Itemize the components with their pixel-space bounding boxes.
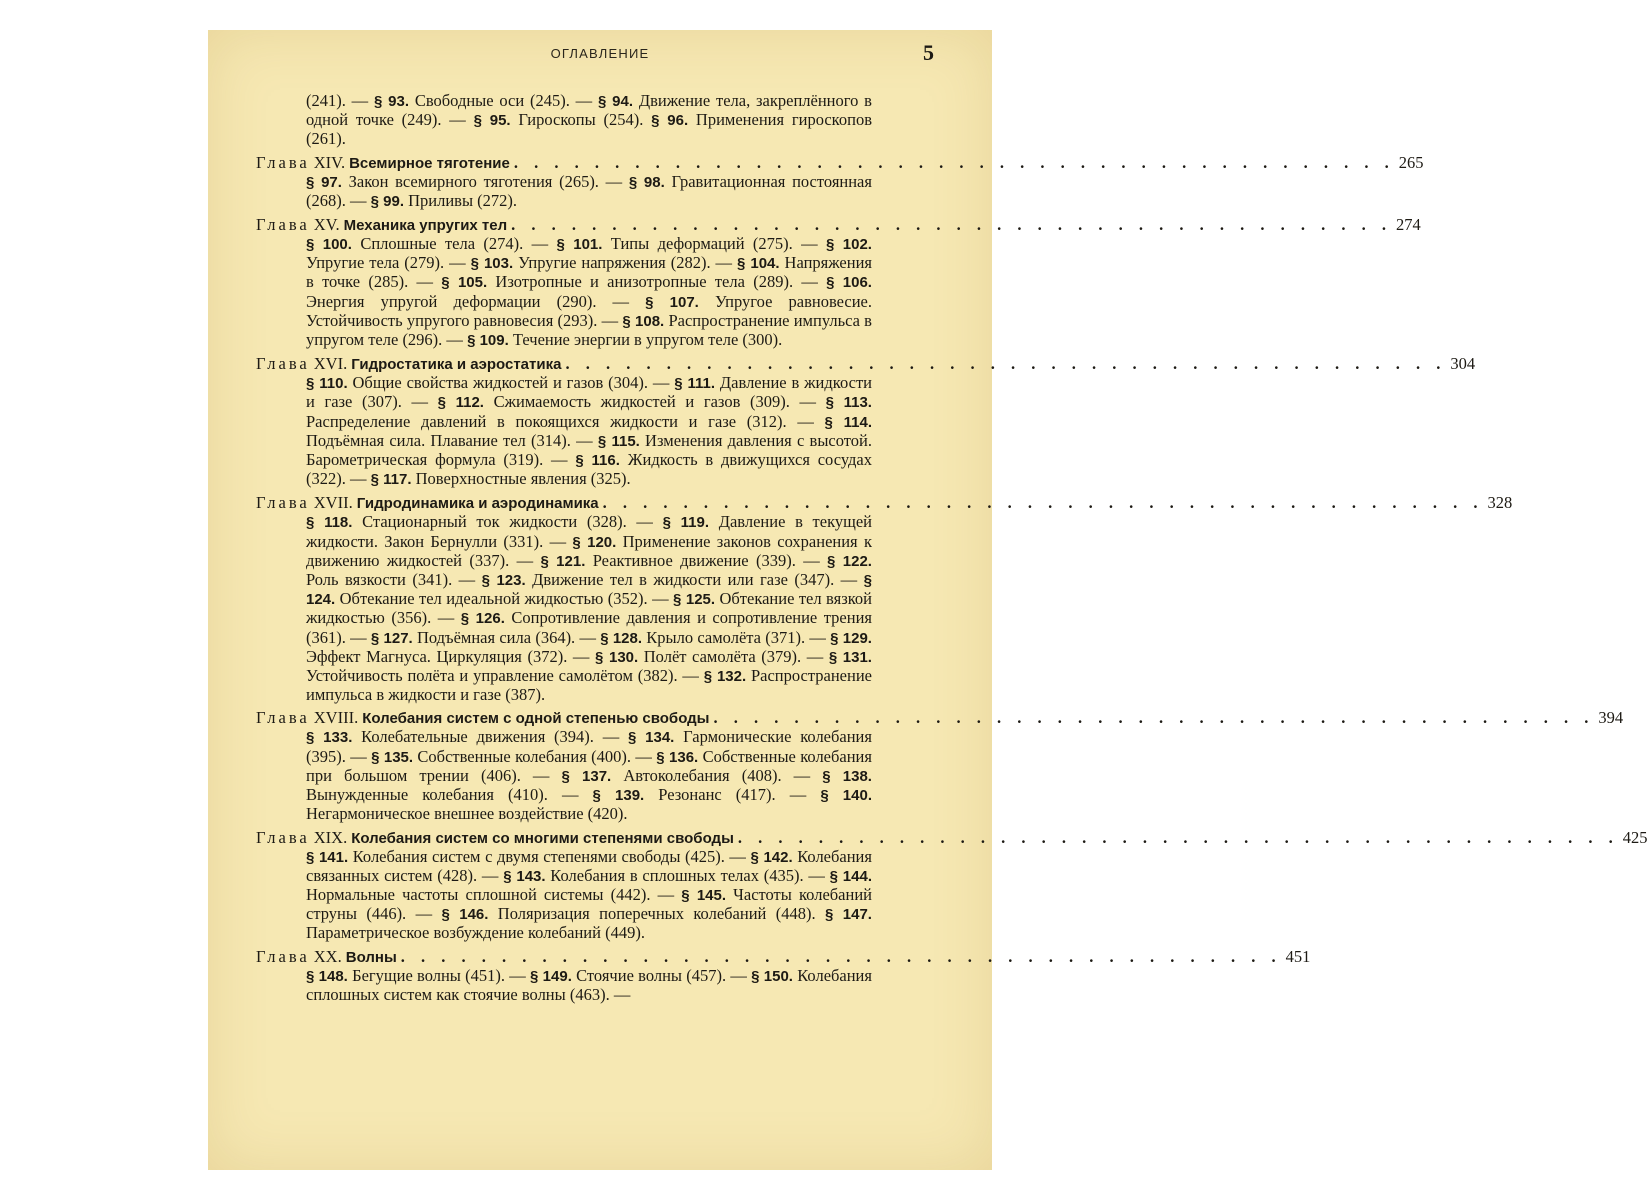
chapter-heading [256,152,1424,173]
chapter-page-number: 304 [1450,354,1476,374]
section-title: Гравитационная постоянная (268). — [306,171,872,210]
section-number: § 99. [370,192,404,210]
section-number: § 98. [628,173,665,191]
section-title: Автоколебания (408). — [611,765,823,785]
section-number: § 94. [597,93,634,110]
section-number: § 93. [373,93,410,110]
chapter-page-number: 328 [1487,493,1513,513]
section-title: Крыло самолёта (371). — [642,627,831,647]
section-title: Стационарный ток жидкости (328). — [352,512,663,532]
section-title: Изменения давления с высотой. Барометрическая формула (319). — [306,430,872,470]
section-number: § 111. [674,375,716,393]
section-title: (241). — [306,91,374,110]
section-number: § 117. [370,471,412,489]
section-title: Движение тела, закреплённого в одной точке (249). — [306,91,872,130]
chapter-number: XVII. [313,493,353,513]
book-page [208,30,1648,1170]
section-number: § 122. [827,552,872,570]
chapter-label: Глава [256,827,310,847]
leader-dots: . . . . . . . . . . . . . . . . . . . . . . . . . . . . . . . . . . . . . . . . . . . . [513,152,1395,172]
section-number: § 113. [825,394,872,412]
section-number: § 148. [306,967,348,985]
section-title: Движение тел в жидкости или газе (347). — [525,570,864,590]
section-number: § 107. [645,293,699,311]
chapter-heading [256,946,1311,967]
section-title: Негармоническое внешнее воздействие (420). [306,804,628,824]
table-of-contents [256,91,1648,1004]
section-title: Сплошные тела (274). — [351,234,557,254]
leader-dots: . . . . . . . . . . . . . . . . . . . . . . . . . . . . . . . . . . . . . . . . . . . . [400,946,1282,966]
section-number: § 145. [681,886,727,904]
chapter-sections [306,513,872,704]
section-title: Собственные колебания (400). — [413,746,657,766]
section-title: Сопротивление давления и сопротивление трения (361). — [306,608,873,647]
section-title: Поляризация поперечных колебаний (448). [488,904,825,924]
section-title: Применение законов сохранения к движению жидкостей (337). — [306,531,872,570]
section-title: Подъёмная сила. Плавание тел (314). — [306,430,598,450]
section-number: § 96. [651,112,689,130]
page-number: 5 [923,40,934,65]
chapter-entry [256,827,1648,943]
section-title: Бегущие волны (451). — [347,965,531,985]
section-number: § 150. [751,967,793,985]
chapter-number: XVI. [313,354,348,374]
section-title: Резонанс (417). — [644,785,821,805]
section-title: Распределение давлений в покоящихся жидкости и газе (312). — [306,411,825,431]
chapter-heading [256,827,1648,848]
section-number: § 124. [306,572,872,609]
section-title: Жидкость в движущихся сосудах (322). — [306,450,872,489]
section-number: § 126. [460,610,505,628]
chapter-number: XV. [313,215,340,235]
section-title: Частоты колебаний струны (446). — [306,884,872,924]
section-title: Параметрическое возбуждение колебаний (449). [306,923,645,943]
section-title: Упругое равновесие. Устойчивость упругого равновесия (293). — [306,291,872,330]
section-title: Эффект Магнуса. Циркуляция (372). — [306,646,595,666]
leader-dots: . . . . . . . . . . . . . . . . . . . . . . . . . . . . . . . . . . . . . . . . . . . . [511,215,1393,235]
section-title: Свободные оси (245). — [409,91,598,110]
chapter-label: Глава [256,215,310,235]
chapter-title: Механика упругих тел [343,217,508,235]
section-number: § 112. [437,394,484,412]
section-title: Колебания в сплошных телах (435). — [545,865,830,885]
section-number: § 116. [575,452,620,470]
section-title: Собственные колебания при большом трении (406). — [306,746,872,785]
chapter-entry [256,215,1421,350]
section-title: Гармонические колебания (395). — [306,727,872,766]
section-number: § 103. [470,255,514,273]
section-title: Упругие тела (279). — [306,253,471,273]
section-title: Общие свойства жидкостей и газов (304). — [347,373,675,393]
section-number: § 108. [622,312,665,330]
chapter-label: Глава [256,946,310,966]
section-title: Роль вязкости (341). — [306,570,482,590]
section-title: Колебания связанных систем (428). — [306,846,872,885]
section-number: § 136. [656,748,699,766]
section-number: § 147. [825,906,872,924]
leader-dots: . . . . . . . . . . . . . . . . . . . . . . . . . . . . . . . . . . . . . . . . . . . . [713,708,1595,728]
chapter-label: Глава [256,152,310,172]
section-title: Течение энергии в упругом теле (300). [508,330,783,350]
leader-dots: . . . . . . . . . . . . . . . . . . . . . . . . . . . . . . . . . . . . . . . . . . . . [565,354,1447,374]
section-number: § 102. [826,236,872,254]
chapter-title: Колебания систем со многими степенями свободы [351,829,734,847]
chapter-sections [306,848,872,943]
section-title: Давление в жидкости и газе (307). — [306,373,872,412]
section-number: § 114. [824,413,872,431]
section-title: Изотропные и анизотропные тела (289). — [487,272,827,292]
section-title: Напряжения в точке (285). — [306,253,872,292]
section-number: § 120. [572,533,617,551]
section-number: § 129. [830,629,872,647]
chapter-label: Глава [256,493,310,513]
section-number: § 143. [503,867,546,885]
section-title: Колебания сплошных систем как стоячие волны (463). — [306,965,872,1004]
chapter-sections [306,235,872,350]
chapter-title: Всемирное тяготение [349,154,510,172]
chapter-page-number: 394 [1598,708,1624,728]
leading-sections [306,92,872,149]
chapter-list [256,152,1648,1004]
leader-dots: . . . . . . . . . . . . . . . . . . . . . . . . . . . . . . . . . . . . . . . . . . . . [602,493,1484,513]
section-number: § 141. [306,848,349,866]
section-number: § 119. [662,514,710,532]
section-title: Распространение импульса в жидкости и газе (387). [306,666,872,705]
section-title: Упругие напряжения (282). — [513,253,738,273]
chapter-title: Гидродинамика и аэродинамика [356,495,599,513]
section-number: § 134. [627,729,675,747]
section-title: Стоячие волны (457). — [571,965,752,985]
section-number: § 140. [820,787,872,805]
section-title: Полёт самолёта (379). — [638,646,829,666]
section-number: § 104. [737,255,780,273]
section-number: § 130. [595,648,639,666]
section-number: § 106. [826,274,872,292]
section-title: Реактивное движение (339). — [585,550,828,570]
section-title: Приливы (272). [404,190,518,210]
section-title: Закон всемирного тяготения (265). — [341,171,629,191]
chapter-entry [256,152,1424,211]
section-title: Колебания систем с двумя степенями свободы (425). — [348,846,751,866]
section-number: § 115. [597,432,640,450]
chapter-number: XVIII. [313,708,359,728]
chapter-number: XIV. [313,152,346,172]
running-title: ОГЛАВЛЕНИЕ [550,46,650,61]
section-title: Обтекание тел идеальной жидкостью (352). — [335,589,674,609]
chapter-heading [256,493,1513,513]
section-number: § 97. [306,173,342,191]
section-number: § 149. [530,967,572,985]
section-title: Применения гироскопов (261). [306,110,872,149]
chapter-label: Глава [256,708,310,728]
section-title: Давление в текущей жидкости. Закон Бернулли (331). — [306,512,872,551]
section-number: § 133. [306,729,353,747]
chapter-entry [256,946,1311,1004]
section-number: § 125. [673,591,716,609]
section-title: Вынужденные колебания (410). — [306,785,593,805]
section-number: § 100. [306,236,352,254]
section-title: Гироскопы (254). [510,110,652,130]
section-number: § 105. [441,274,488,292]
section-number: § 146. [441,906,489,924]
section-number: § 109. [467,332,509,350]
chapter-entry [256,493,1513,705]
section-number: § 128. [600,629,643,647]
chapter-page-number: 274 [1396,215,1421,235]
section-number: § 137. [561,767,612,785]
section-title: Сжимаемость жидкостей и газов (309). — [483,392,826,412]
section-title: Устойчивость полёта и управление самолётом (382). — [306,666,704,686]
chapter-sections [306,374,872,489]
section-number: § 139. [592,787,645,805]
section-title: Нормальные частоты сплошной системы (442). — [306,884,682,904]
section-title: Поверхностные явления (325). [411,469,631,489]
chapter-page-number: 451 [1285,946,1311,966]
chapter-sections [306,967,872,1004]
section-title: Обтекание тел вязкой жидкостью (356). — [306,589,872,628]
chapter-heading [256,708,1624,728]
chapter-label: Глава [256,354,310,374]
chapter-title: Гидростатика и аэростатика [351,356,562,374]
section-number: § 95. [473,112,511,130]
section-number: § 132. [703,668,747,686]
section-number: § 131. [828,648,872,666]
section-number: § 118. [306,514,353,532]
section-number: § 110. [306,375,348,393]
chapter-page-number: 265 [1398,152,1424,172]
section-number: § 101. [556,236,603,254]
section-title: Колебательные движения (394). — [352,727,628,747]
chapter-title: Колебания систем с одной степенью свободы [362,710,710,728]
chapter-page-number: 425 [1622,827,1648,847]
section-number: § 121. [540,552,586,570]
section-number: § 127. [370,629,413,647]
section-title: Подъёмная сила (364). — [412,627,601,647]
chapter-heading [256,354,1476,374]
section-title: Типы деформаций (275). — [602,234,827,254]
chapter-heading [256,215,1421,235]
chapter-number: XIX. [313,827,348,847]
chapter-entry [256,354,1476,489]
section-number: § 123. [481,572,526,590]
section-number: § 135. [371,748,414,766]
chapter-sections [306,173,872,211]
section-number: § 142. [750,848,793,866]
leader-dots: . . . . . . . . . . . . . . . . . . . . . . . . . . . . . . . . . . . . . . . . . . . . [737,827,1619,847]
chapter-title: Волны [345,948,397,966]
chapter-sections [306,728,872,823]
section-title: Распространение импульса в упругом теле (296). — [306,310,872,350]
section-number: § 138. [822,767,872,785]
chapter-number: XX. [313,946,342,966]
section-number: § 144. [829,867,872,885]
section-title: Энергия упругой деформации (290). — [306,291,646,311]
chapter-entry [256,708,1624,824]
